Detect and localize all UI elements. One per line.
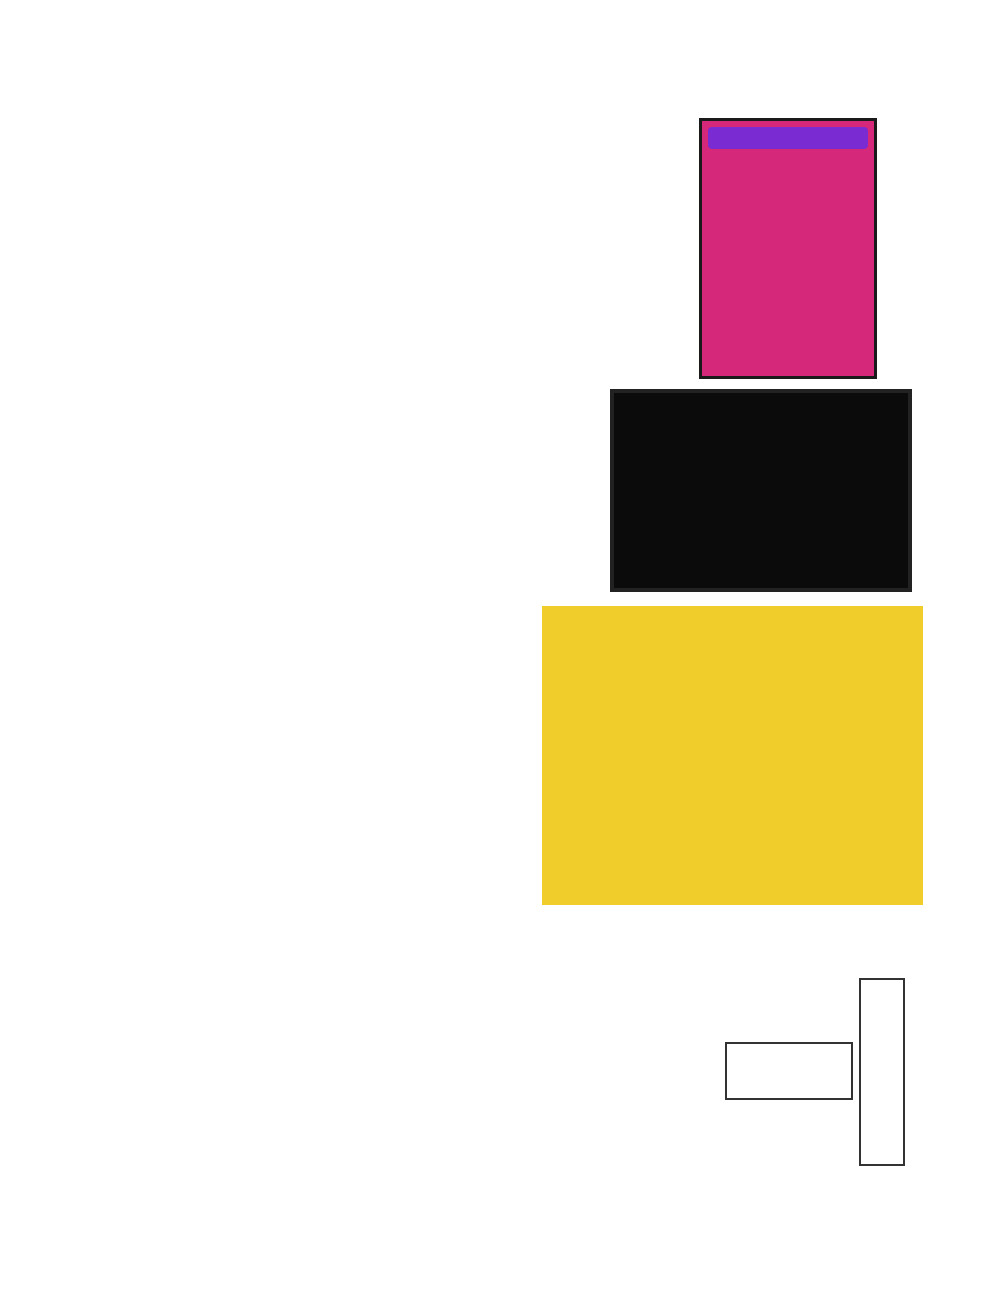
days-poster-title xyxy=(708,127,868,149)
thermometer-title xyxy=(861,980,903,984)
months-poster-title xyxy=(626,399,896,431)
weather-center-card xyxy=(725,1042,853,1100)
days-of-week-poster xyxy=(699,118,877,379)
months-of-year-poster xyxy=(610,389,912,592)
thermometer xyxy=(859,978,905,1166)
calendar-pocket-chart xyxy=(542,606,923,905)
weather-chart xyxy=(657,978,907,1168)
thermometer-tube xyxy=(872,1022,894,1146)
